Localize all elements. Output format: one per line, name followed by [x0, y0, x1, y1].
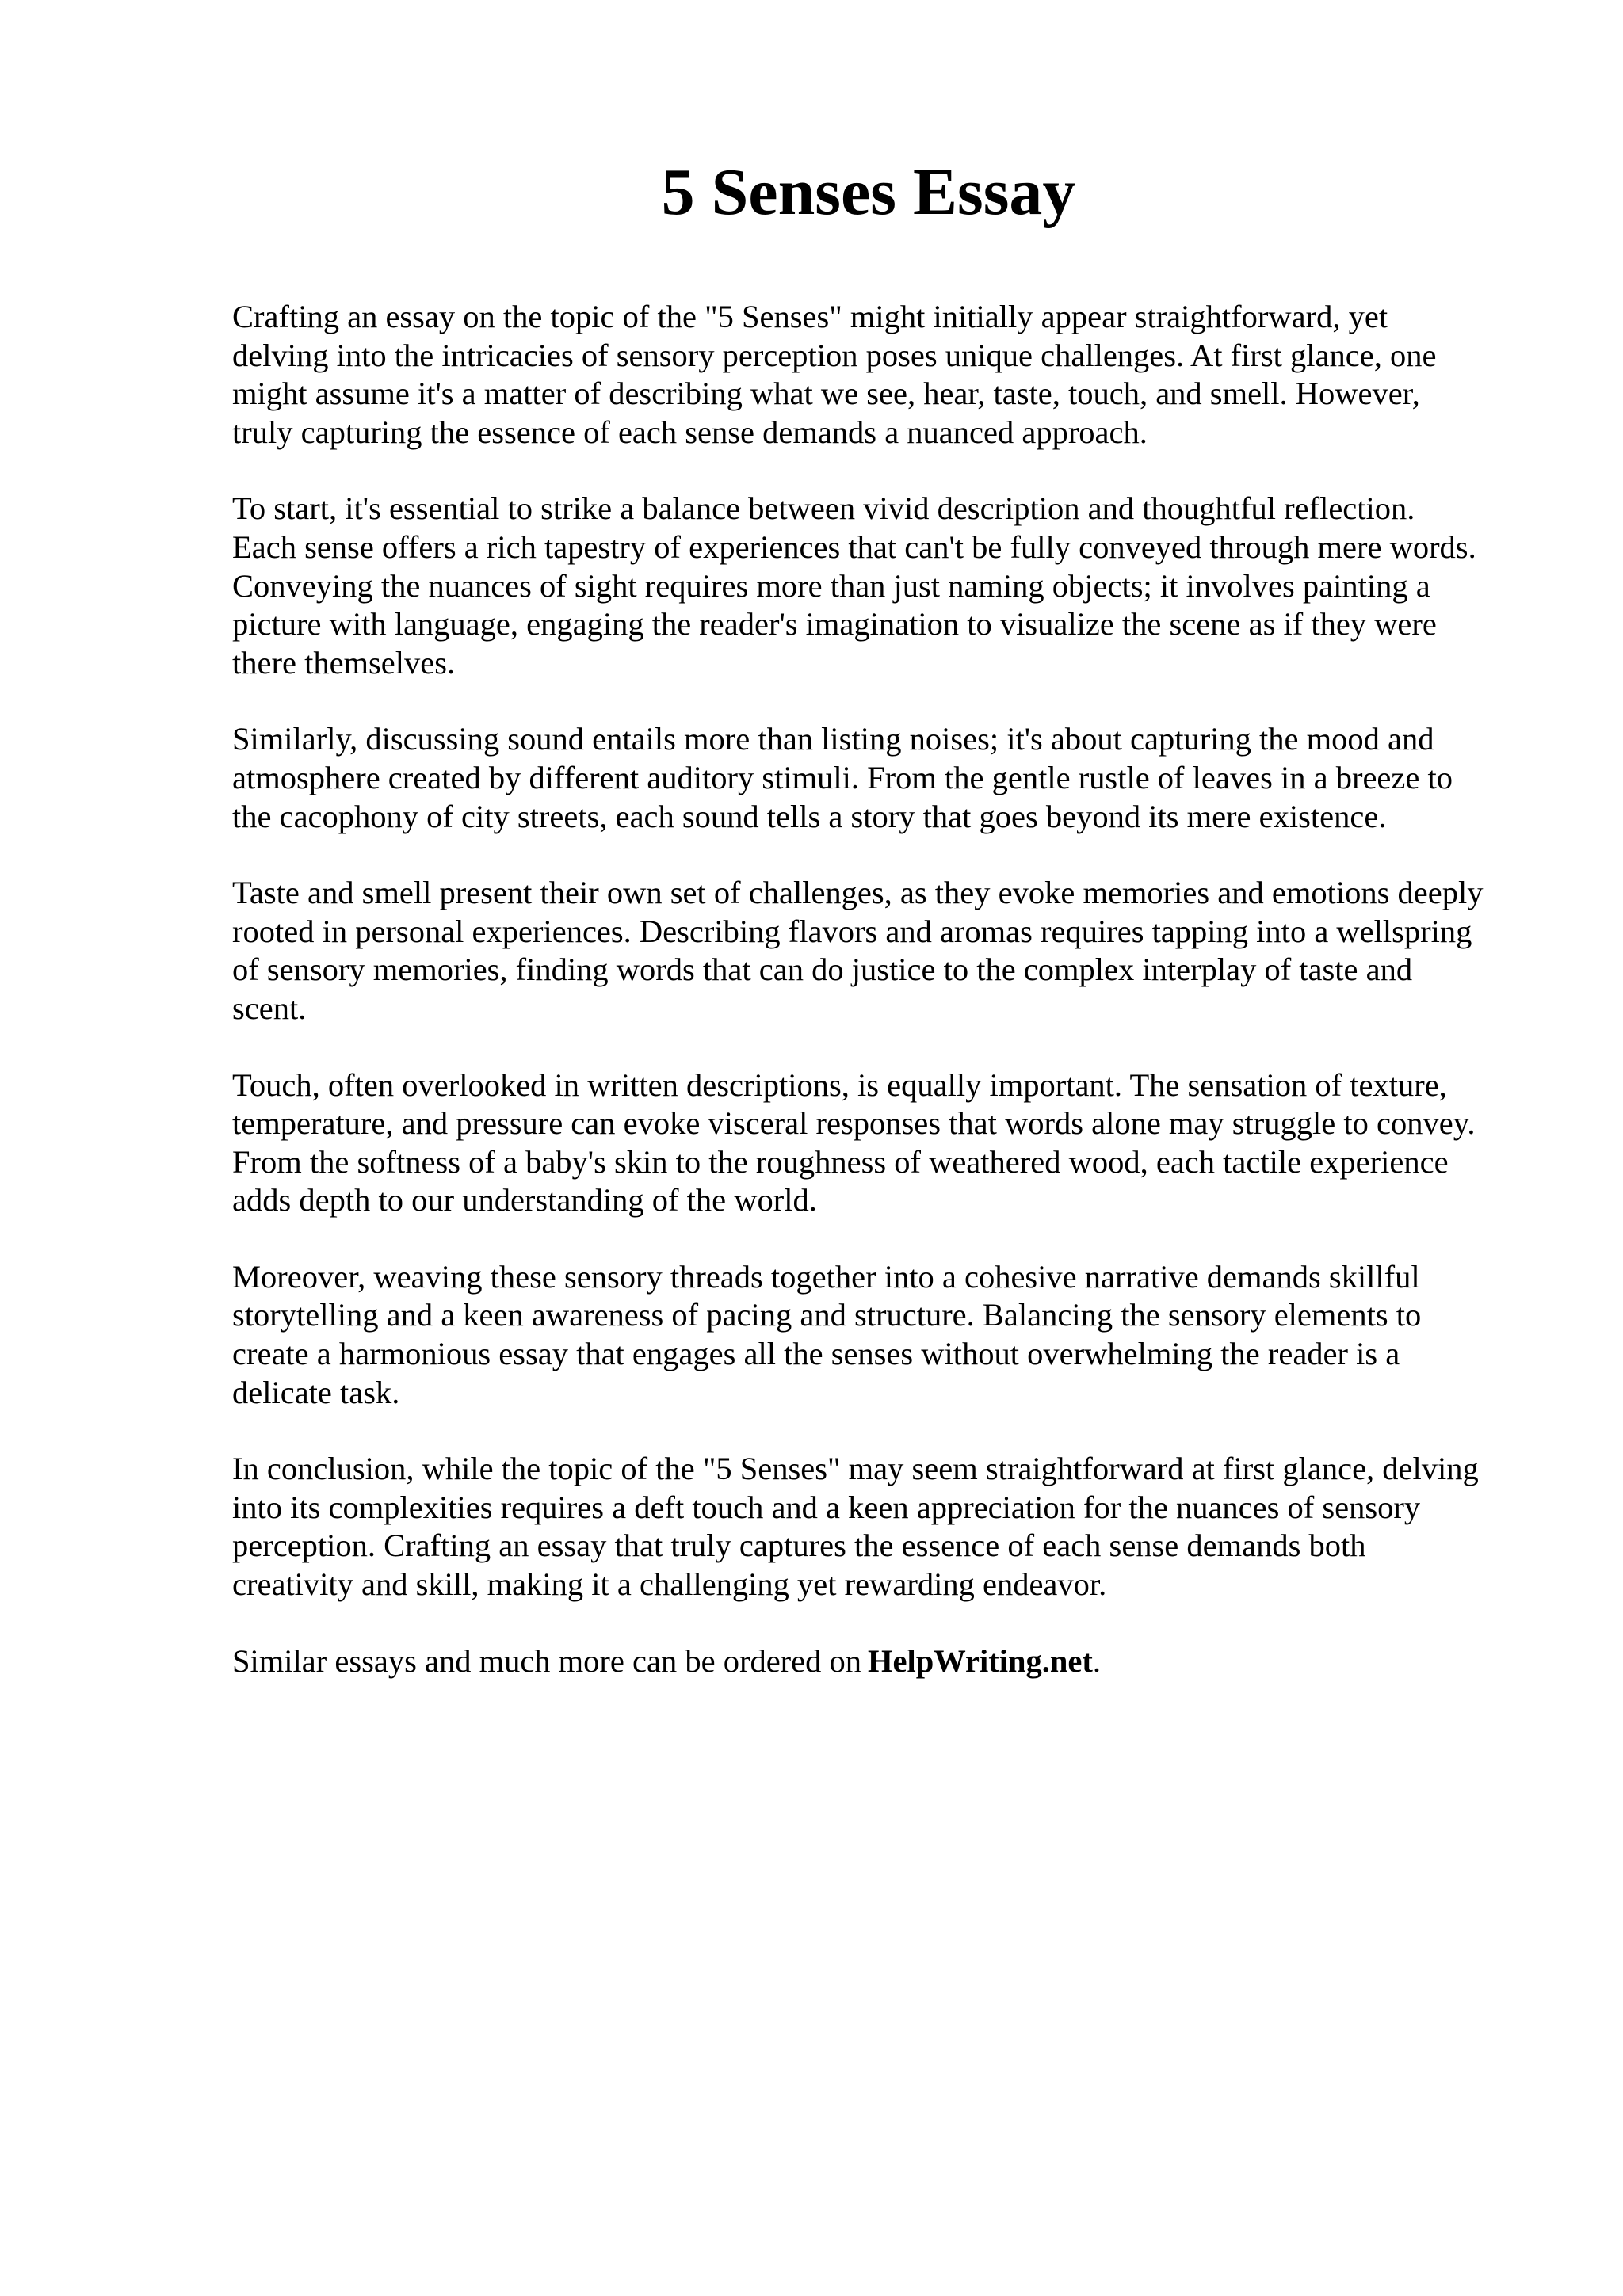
footer-prefix: Similar essays and much more can be ordered on — [232, 1642, 862, 1679]
text-line: Crafting an essay on the topic of the "5 Senses" might initially appear straightforward, yet — [232, 299, 1388, 334]
text-line: Conveying the nuances of sight requires more than just naming objects; it involves painting a — [232, 567, 1430, 604]
text-line: perception. Crafting an essay that truly captures the essence of each sense demands both — [232, 1527, 1366, 1564]
essay-paragraph — [232, 1450, 1623, 1604]
text-line: Touch, often overlooked in written descriptions, is equally important. The sensation of texture, — [232, 1066, 1447, 1103]
text-line: From the softness of a baby's skin to the roughness of weathered wood, each tactile experience — [232, 1143, 1449, 1180]
text-line: truly capturing the essence of each sense demands a nuanced approach. — [232, 414, 1148, 450]
essay-paragraph — [232, 720, 1623, 836]
essay-paragraph — [232, 1066, 1623, 1220]
essay-paragraph — [232, 1258, 1623, 1412]
text-line: Each sense offers a rich tapestry of experiences that can't be fully conveyed through mere words. — [232, 528, 1476, 565]
text-line: adds depth to our understanding of the world. — [232, 1182, 817, 1219]
helpwriting-link[interactable]: HelpWriting.net — [868, 1642, 1093, 1679]
footer-suffix: . — [1092, 1642, 1102, 1679]
text-line: create a harmonious essay that engages all the senses without overwhelming the reader is a — [232, 1336, 1400, 1372]
text-line: the cacophony of city streets, each sound tells a story that goes beyond its mere existence. — [232, 798, 1387, 834]
footer-note — [232, 1642, 1623, 1681]
essay-title: 5 Senses Essay — [661, 155, 1076, 229]
text-line: Taste and smell present their own set of challenges, as they evoke memories and emotions deeply — [232, 875, 1484, 911]
text-line: there themselves. — [232, 644, 456, 681]
text-line: into its complexities requires a deft touch and a keen appreciation for the nuances of sensory — [232, 1489, 1421, 1525]
text-line: scent. — [232, 990, 307, 1026]
essay-body — [232, 298, 1623, 1718]
text-line: storytelling and a keen awareness of pacing and structure. Balancing the sensory elements to — [232, 1297, 1422, 1333]
essay-paragraph — [232, 298, 1623, 452]
text-line: of sensory memories, finding words that can do justice to the complex interplay of taste and — [232, 952, 1413, 988]
text-line: rooted in personal experiences. Describing flavors and aromas requires tapping into a wellspring — [232, 913, 1472, 949]
text-line: atmosphere created by different auditory stimuli. From the gentle rustle of leaves in a breeze to — [232, 759, 1453, 795]
text-line: might assume it's a matter of describing what we see, hear, taste, touch, and smell. However, — [232, 376, 1420, 412]
text-line: To start, it's essential to strike a balance between vivid description and thoughtful reflection. — [232, 490, 1415, 527]
text-line: Moreover, weaving these sensory threads together into a cohesive narrative demands skillful — [232, 1258, 1420, 1295]
text-line: In conclusion, while the topic of the "5 Senses" may seem straightforward at first glance, delving — [232, 1451, 1479, 1487]
text-line: creativity and skill, making it a challenging yet rewarding endeavor. — [232, 1566, 1107, 1603]
text-line: Similarly, discussing sound entails more than listing noises; it's about capturing the mood and — [232, 721, 1434, 757]
essay-paragraph — [232, 874, 1623, 1028]
text-line: delicate task. — [232, 1374, 400, 1410]
text-line: picture with language, engaging the reader's imagination to visualize the scene as if they were — [232, 606, 1437, 643]
text-line: temperature, and pressure can evoke visceral responses that words alone may struggle to convey. — [232, 1105, 1476, 1142]
essay-paragraph — [232, 490, 1623, 682]
text-line: delving into the intricacies of sensory perception poses unique challenges. At first glance, one — [232, 337, 1437, 373]
